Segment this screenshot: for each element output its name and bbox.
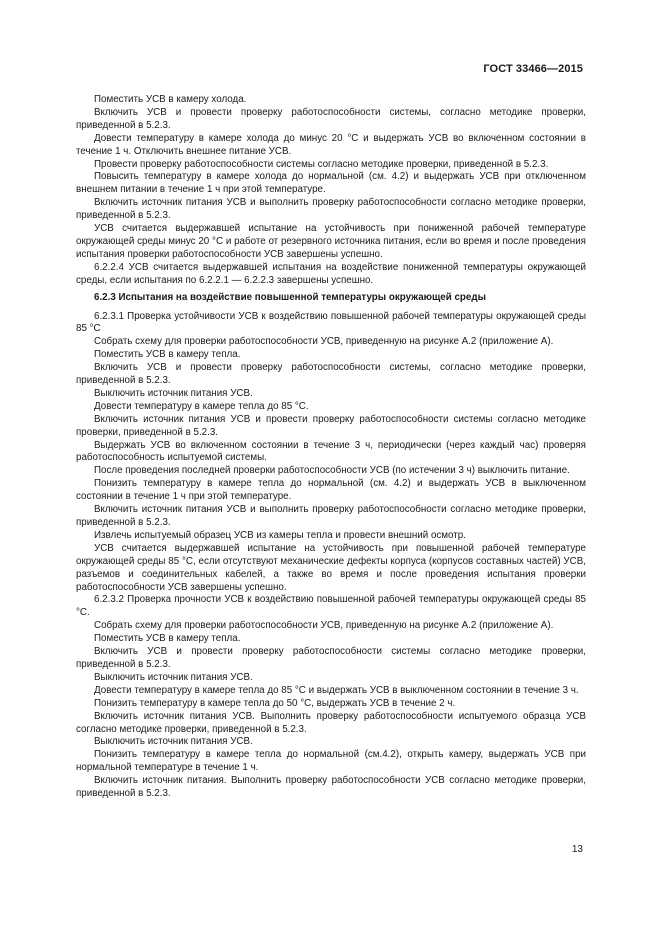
paragraph: Довести температуру в камере тепла до 85 °С и выдержать УСВ в выключенном состоянии в течение 3 ч. [94, 684, 579, 696]
paragraph: УСВ считается выдержавшей испытание на устойчивость при повышенной рабочей температуре окружающей среды 85 °С, если отсутствуют механические дефекты корпуса (корпусов составных частей) УСВ, разъемов и соединительных кабелей, а также во время и после проведения испытания проверки работоспособности УСВ завершены успешно. [76, 542, 586, 593]
paragraph: Провести проверку работоспособности системы согласно методике проверки, приведенной в 5.2.3. [94, 158, 549, 170]
document-body [76, 94, 586, 801]
paragraph: Включить источник питания УСВ. Выполнить проверку работоспособности испытуемого образца УСВ согласно методике проверки, приведенной в 5.2.3. [76, 710, 586, 735]
paragraph: Выключить источник питания УСВ. [94, 671, 253, 683]
paragraph-group-heat [76, 311, 586, 801]
paragraph-group-cold [76, 94, 586, 288]
paragraph: Включить источник питания УСВ и выполнить проверку работоспособности согласно методике проверки, приведенной в 5.2.3. [76, 197, 586, 222]
paragraph: Выдержать УСВ во включенном состоянии в течение 3 ч, периодически (через каждый час) проверяя работоспособность испытуемой системы. [76, 439, 586, 464]
paragraph: Собрать схему для проверки работоспособности УСВ, приведенную на рисунке А.2 (приложение А). [94, 336, 554, 348]
paragraph: Довести температуру в камере холода до минус 20 °С и выдержать УСВ во включенном состоянии в течение 1 ч. Отключить внешнее питание УСВ. [76, 132, 586, 157]
paragraph: Понизить температуру в камере тепла до нормальной (см.4.2), открыть камеру, выдержать УСВ при нормальной температуре в течение 1 ч. [76, 749, 586, 774]
paragraph: Собрать схему для проверки работоспособности УСВ, приведенную на рисунке А.2 (приложение А). [94, 620, 554, 632]
paragraph: Включить источник питания УСВ и выполнить проверку работоспособности согласно методике проверки, приведенной в 5.2.3. [76, 504, 586, 528]
paragraph: УСВ считается выдержавшей испытание на устойчивость при пониженной рабочей температуре окружающей среды минус 20 °С и работе от резервного источника питания, если во время и после проведения испытания проверки работоспособности УСВ завершены успешно. [76, 223, 586, 260]
paragraph: Понизить температуру в камере тепла до 50 °С, выдержать УСВ в течение 2 ч. [94, 697, 456, 709]
paragraph: Выключить источник питания УСВ. [94, 736, 253, 748]
paragraph: Включить УСВ и провести проверку работоспособности системы согласно методике проверки, приведенной в 5.2.3. [76, 646, 586, 670]
paragraph: Включить источник питания УСВ и провести проверку работоспособности системы согласно методике проверки, приведенной в 5.2.3. [76, 413, 586, 438]
paragraph: Повысить температуру в камере холода до нормальной (см. 4.2) и выдержать УСВ при отключенном внешнем питании в течение 1 ч при этой температуре. [76, 171, 586, 196]
paragraph: Довести температуру в камере тепла до 85 °С. [94, 400, 309, 412]
paragraph: 6.2.2.4 УСВ считается выдержавшей испытания на воздействие пониженной температуры окружающей среды, если испытания по 6.2.2.1 — 6.2.2.3 завершены успешно. [76, 261, 586, 286]
paragraph: Выключить источник питания УСВ. [94, 387, 253, 399]
paragraph: Поместить УСВ в камеру тепла. [94, 633, 241, 645]
section-heading: 6.2.3 Испытания на воздействие повышенной температуры окружающей среды [94, 291, 486, 303]
paragraph: Включить источник питания. Выполнить проверку работоспособности УСВ согласно методике проверки, приведенной в 5.2.3. [76, 775, 586, 800]
paragraph: Поместить УСВ в камеру тепла. [94, 349, 241, 361]
paragraph: Включить УСВ и провести проверку работоспособности системы, согласно методике проверки, приведенной в 5.2.3. [76, 106, 586, 131]
paragraph: Извлечь испытуемый образец УСВ из камеры тепла и провести внешний осмотр. [94, 529, 466, 541]
page-number: 13 [571, 844, 583, 855]
paragraph: 6.2.3.1 Проверка устойчивости УСВ к воздействию повышенной рабочей температуры окружающей среды 85 °С [76, 310, 586, 335]
paragraph: После проведения последней проверки работоспособности УСВ (по истечении 3 ч) выключить питание. [94, 465, 570, 477]
document-header: ГОСТ 33466—2015 [483, 63, 583, 75]
paragraph: Поместить УСВ в камеру холода. [94, 94, 247, 105]
paragraph: Включить УСВ и провести проверку работоспособности системы, согласно методике проверки, приведенной в 5.2.3. [76, 362, 586, 387]
paragraph: 6.2.3.2 Проверка прочности УСВ к воздействию повышенной рабочей температуры окружающей среды 85 °С. [76, 594, 586, 619]
paragraph: Понизить температуру в камере тепла до нормальной (см. 4.2) и выдержать УСВ в выключенном состоянии в течение 1 ч при этой температуре. [76, 478, 586, 503]
